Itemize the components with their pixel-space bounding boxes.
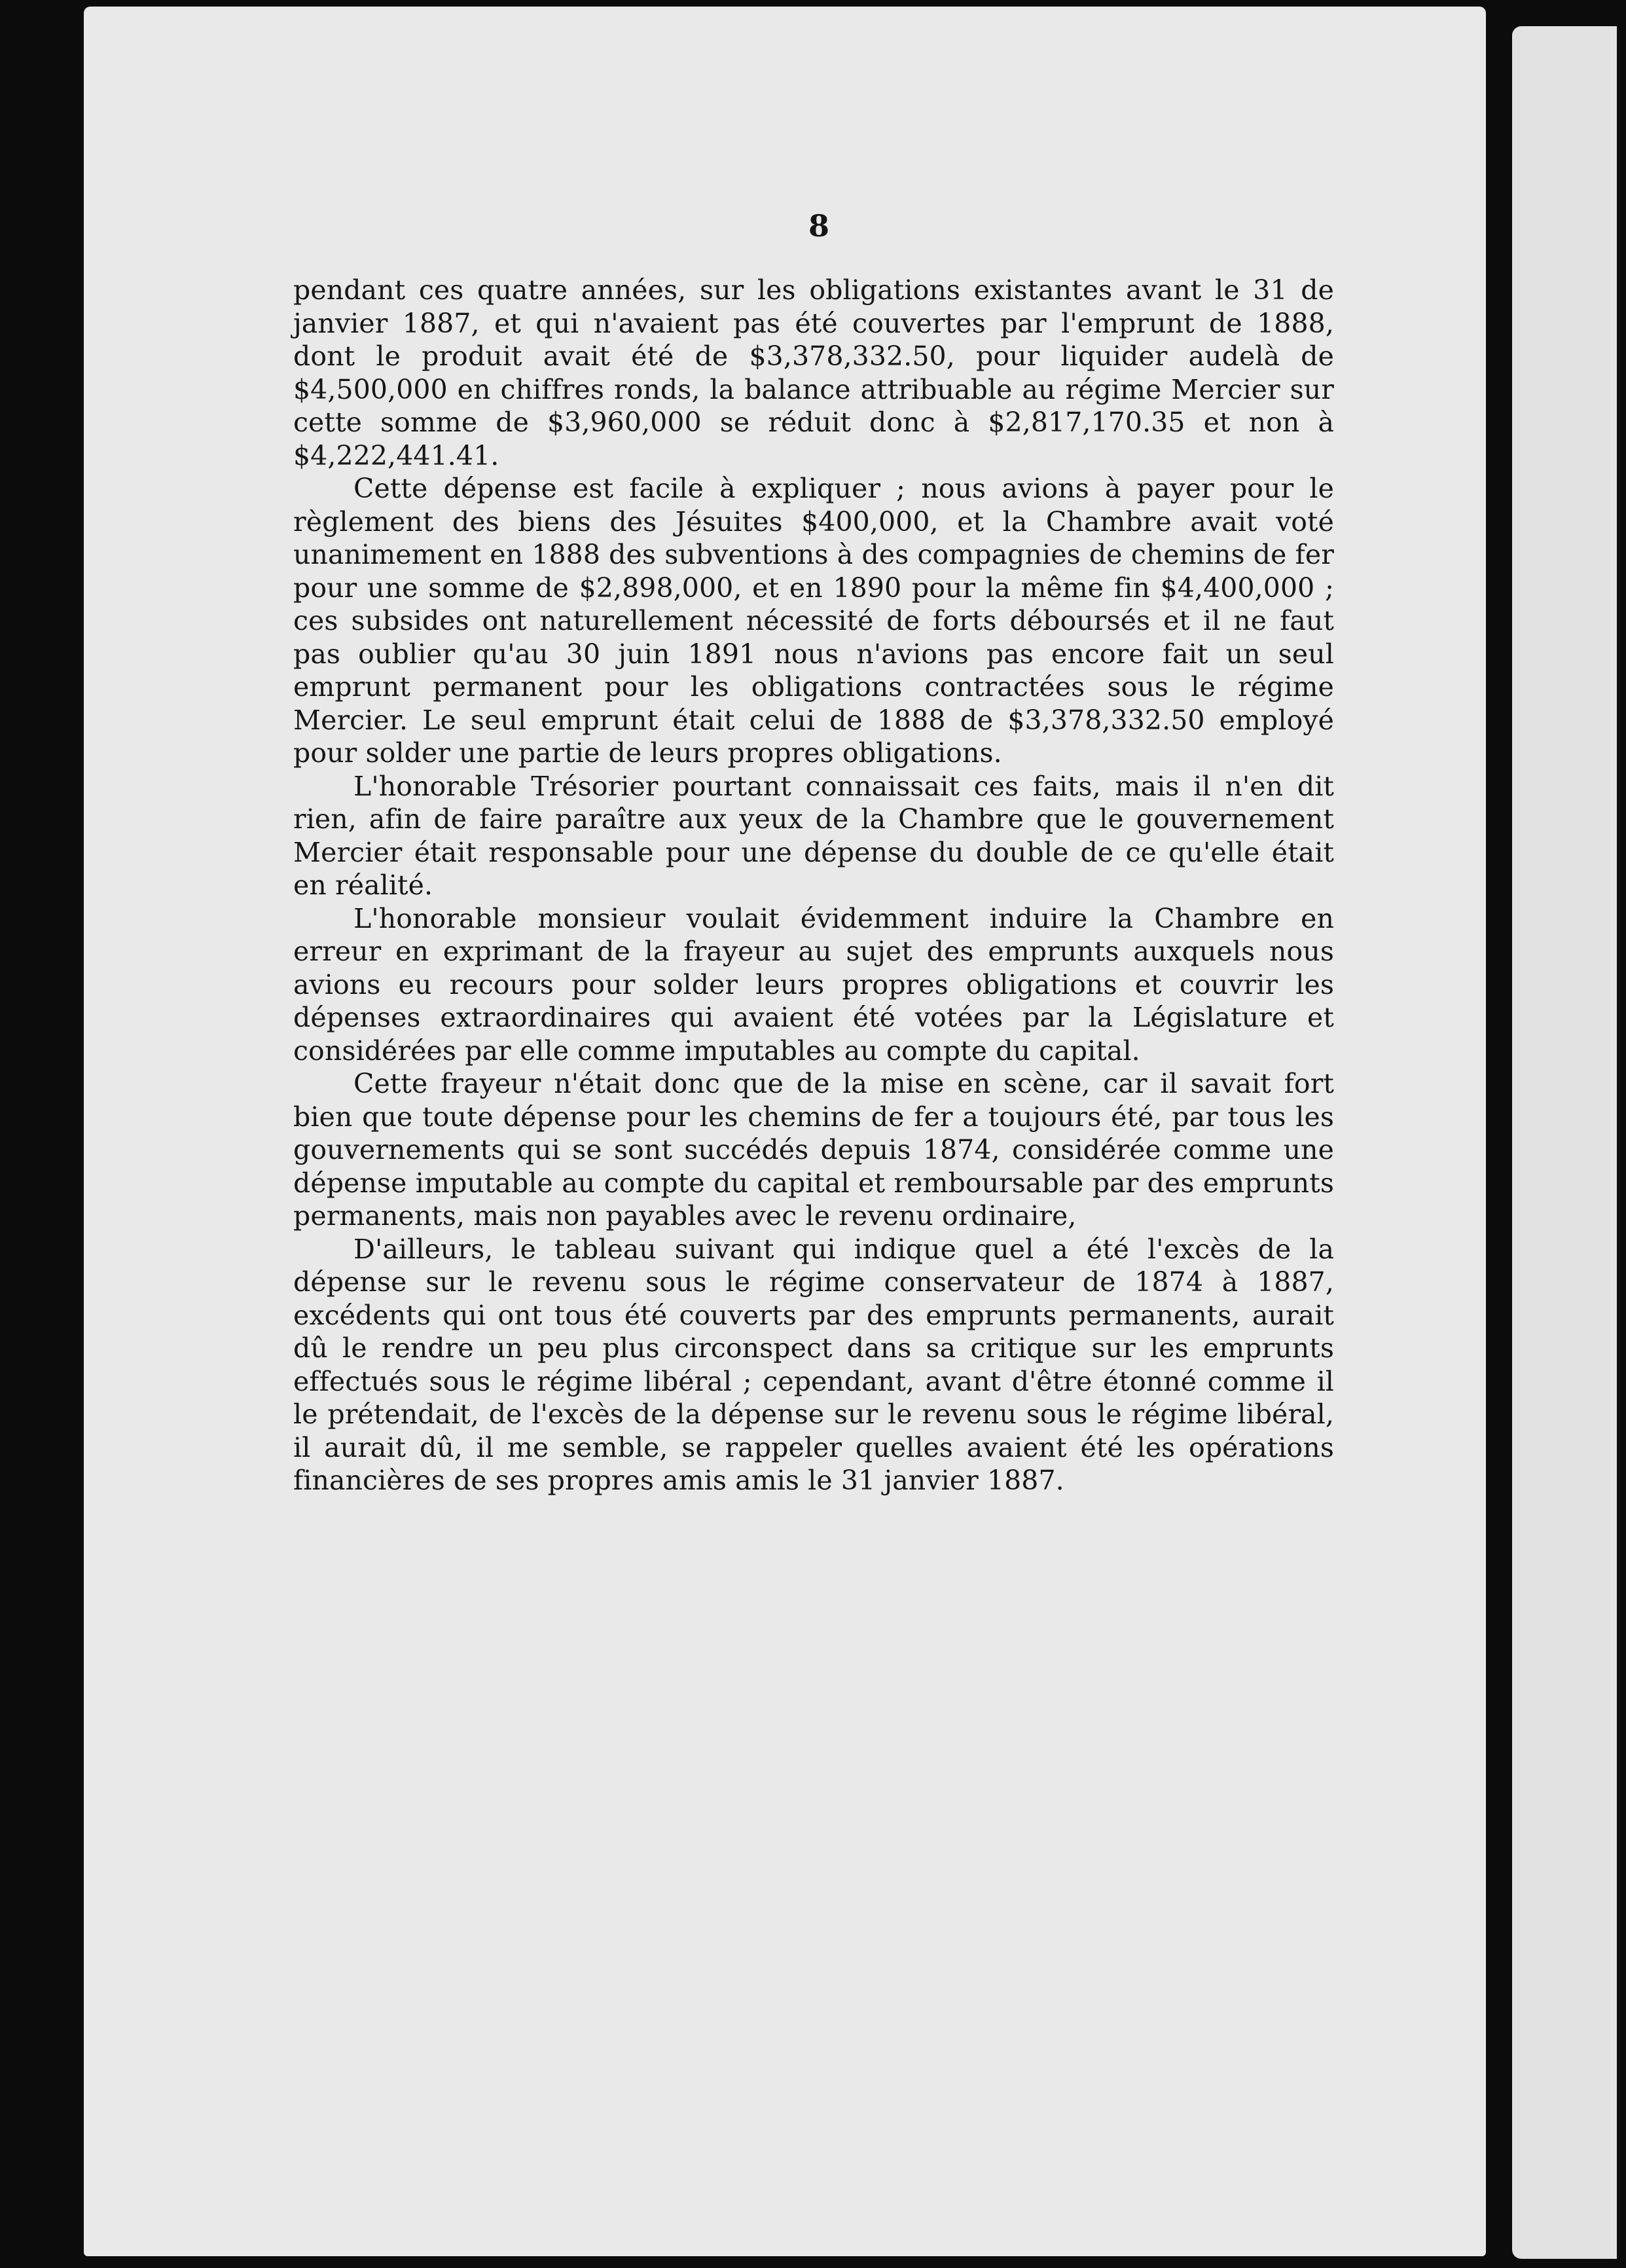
body-text [293, 274, 1334, 1497]
paragraph: pendant ces quatre années, sur les obligations existantes avant le 31 de janvier 1887, et qui n'avaient pas été couvertes par l'emprunt de 1888, dont le produit avait été de $3,378,332.50, pour liquider audelà de $4,500,000 en chiffres ronds, la balance attribuable au régime Mercier sur cette somme de $3,960,000 se réduit donc à $2,817,170.35 et non à $4,222,441.41. [293, 274, 1334, 471]
adjacent-page-edge [1512, 26, 1617, 2259]
paragraph: D'ailleurs, le tableau suivant qui indique quel a été l'excès de la dépense sur le revenu sous le régime conservateur de 1874 à 1887, excédents qui ont tous été couverts par des emprunts permanents, aurait dû le rendre un peu plus circonspect dans sa critique sur les emprunts effectués sous le régime libéral ; cependant, avant d'être étonné comme il le prétendait, de l'excès de la dépense sur le revenu sous le régime libéral, il aurait dû, il me semble, se rappeler quelles avaient été les opérations financières de ses propres amis amis le 31 janvier 1887. [293, 1233, 1334, 1496]
page-number: 8 [808, 208, 830, 244]
paragraph: L'honorable monsieur voulait évidemment induire la Chambre en erreur en exprimant de la frayeur au sujet des emprunts auxquels nous avions eu recours pour solder leurs propres obligations et couvrir les dépenses extraordinaires qui avaient été votées par la Législature et considérées par elle comme imputables au compte du capital. [293, 902, 1334, 1067]
paragraph: Cette frayeur n'était donc que de la mise en scène, car il savait fort bien que toute dépense pour les chemins de fer a toujours été, par tous les gouvernements qui se sont succédés depuis 1874, considérée comme une dépense imputable au compte du capital et remboursable par des emprunts permanents, mais non payables avec le revenu ordinaire, [293, 1068, 1334, 1232]
paragraph: Cette dépense est facile à expliquer ; nous avions à payer pour le règlement des biens des Jésuites $400,000, et la Chambre avait voté unanimement en 1888 des subventions à des compagnies de chemins de fer pour une somme de $2,898,000, et en 1890 pour la même fin $4,400,000 ; ces subsides ont naturellement nécessité de forts déboursés et il ne faut pas oublier qu'au 30 juin 1891 nous n'avions pas encore fait un seul emprunt permanent pour les obligations contractées sous le régime Mercier. Le seul emprunt était celui de 1888 de $3,378,332.50 employé pour solder une partie de leurs propres obligations. [293, 473, 1334, 769]
paragraph: L'honorable Trésorier pourtant connaissait ces faits, mais il n'en dit rien, afin de faire paraître aux yeux de la Chambre que le gouvernement Mercier était responsable pour une dépense du double de ce qu'elle était en réalité. [293, 770, 1334, 901]
